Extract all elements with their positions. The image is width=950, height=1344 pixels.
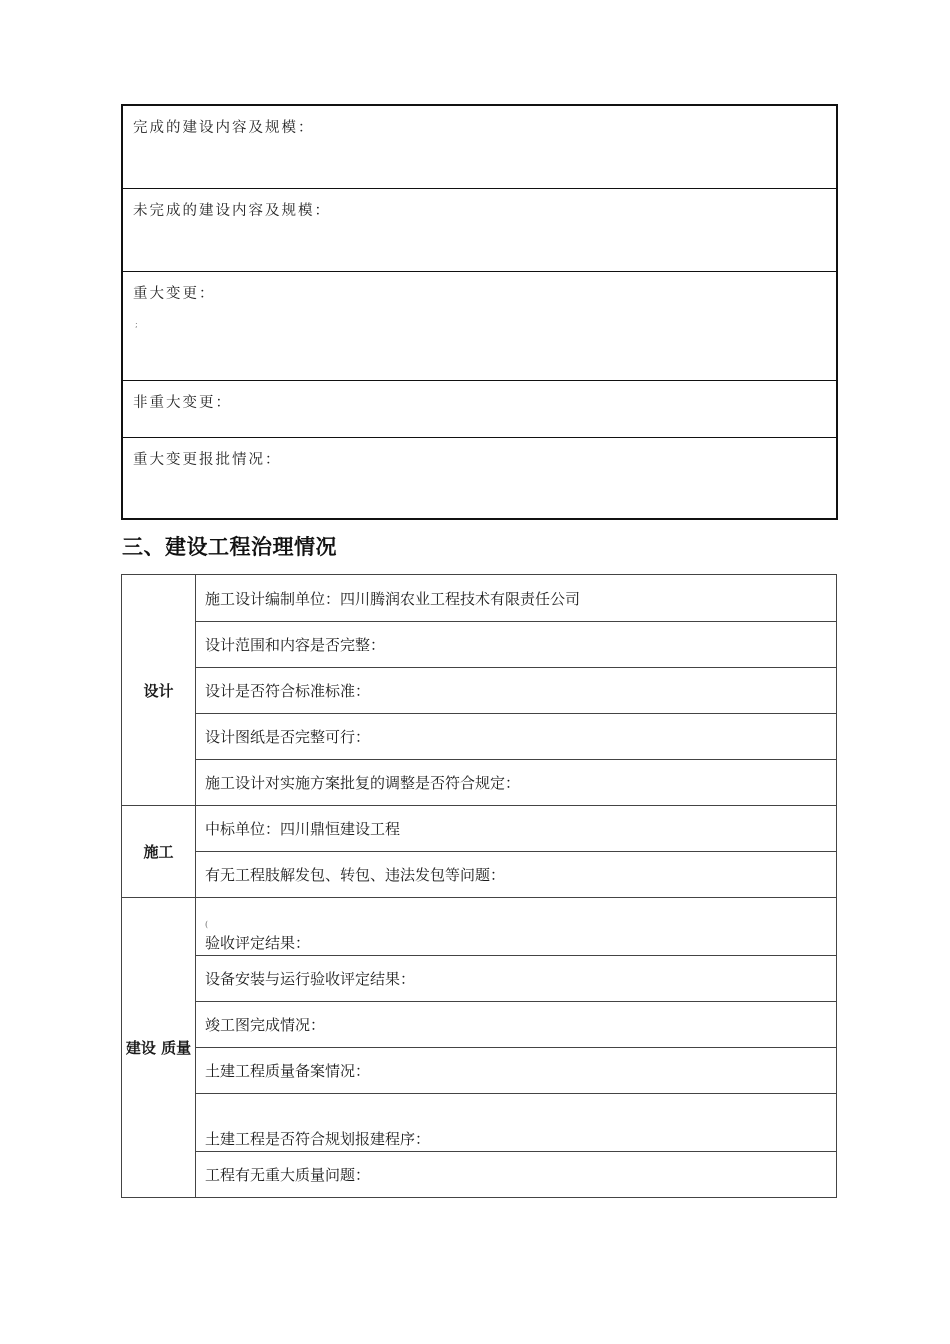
- completed-scope-label: 完成的建设内容及规模：: [133, 120, 315, 136]
- winning-bidder-field: 中标单位：四川鼎恒建设工程: [196, 806, 837, 852]
- governance-table: [121, 574, 837, 1198]
- table-row: [122, 852, 837, 898]
- design-adjustment-field: 施工设计对实施方案批复的调整是否符合规定：: [196, 760, 837, 806]
- table-row: [122, 1152, 837, 1198]
- table-row: [122, 956, 837, 1002]
- stray-mark: ;: [135, 320, 138, 329]
- quality-category: 建设 质量: [122, 898, 196, 1198]
- major-change-approval-label: 重大变更报批情况：: [133, 452, 282, 468]
- quality-filing-field: 土建工程质量备案情况：: [196, 1048, 837, 1094]
- acceptance-result-field: 验收评定结果：: [205, 934, 311, 952]
- design-drawings-field: 设计图纸是否完整可行：: [196, 714, 837, 760]
- uncompleted-scope-row: [123, 189, 836, 272]
- major-quality-issues-field: 工程有无重大质量问题：: [196, 1152, 837, 1198]
- table-row: [122, 1002, 837, 1048]
- table-row: [122, 806, 837, 852]
- minor-change-row: [123, 381, 836, 438]
- stray-mark: (: [205, 920, 209, 929]
- table-row: [122, 622, 837, 668]
- acceptance-result-cell: [196, 898, 837, 956]
- table-row: [122, 760, 837, 806]
- table-row: [122, 1094, 837, 1152]
- uncompleted-scope-label: 未完成的建设内容及规模：: [133, 203, 331, 219]
- planning-compliance-field: 土建工程是否符合规划报建程序：: [196, 1094, 837, 1152]
- table-row: [122, 668, 837, 714]
- table-row: [122, 898, 837, 956]
- design-standard-field: 设计是否符合标准标准：: [196, 668, 837, 714]
- table-row: [122, 575, 837, 622]
- scope-table: [121, 104, 838, 520]
- as-built-drawings-field: 竣工图完成情况：: [196, 1002, 837, 1048]
- minor-change-label: 非重大变更：: [133, 395, 232, 411]
- subcontract-issues-field: 有无工程肢解发包、转包、违法发包等问题：: [196, 852, 837, 898]
- equipment-acceptance-field: 设备安装与运行验收评定结果：: [196, 956, 837, 1002]
- design-scope-field: 设计范围和内容是否完整：: [196, 622, 837, 668]
- major-change-label: 重大变更：: [133, 286, 216, 302]
- construction-category: 施工: [122, 806, 196, 898]
- major-change-row: [123, 272, 836, 381]
- section-heading: 三、建设工程治理情况: [122, 535, 337, 559]
- major-change-approval-row: [123, 438, 836, 518]
- table-row: [122, 1048, 837, 1094]
- table-row: [122, 714, 837, 760]
- design-category: 设计: [122, 575, 196, 806]
- design-unit-field: 施工设计编制单位：四川腾润农业工程技术有限责任公司: [196, 575, 837, 622]
- completed-scope-row: [123, 106, 836, 189]
